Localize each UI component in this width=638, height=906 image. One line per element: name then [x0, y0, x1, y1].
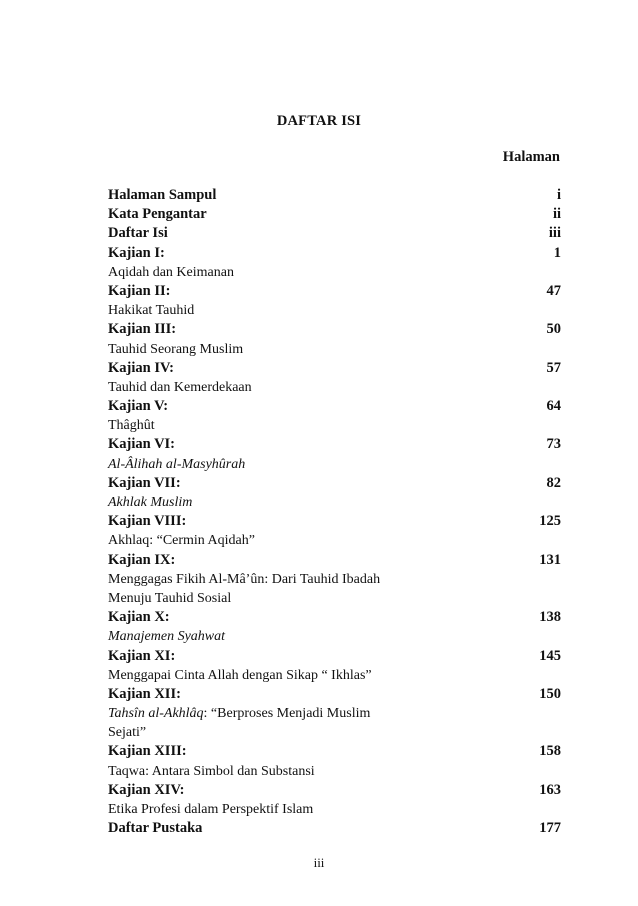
entry-subtitle: Menuju Tauhid Sosial — [108, 590, 232, 606]
entry-label: Kajian XI: — [108, 647, 176, 664]
toc-entry — [108, 474, 561, 493]
entry-subtitle — [108, 627, 561, 646]
entry-subtitle: Sejati” — [108, 725, 147, 741]
entry-page-number: ii — [552, 206, 561, 223]
entry-subtitle — [108, 704, 561, 723]
toc-entry — [108, 205, 561, 224]
entry-label: Kajian X: — [108, 609, 170, 626]
entry-page-number: 145 — [539, 647, 561, 664]
toc-entry — [108, 512, 561, 531]
entry-page-number: 158 — [539, 743, 561, 760]
page-column-header: Halaman — [502, 149, 560, 165]
entry-subtitle: Etika Profesi dalam Perspektif Islam — [108, 802, 314, 817]
entry-page-number: 57 — [546, 359, 561, 376]
entry-subtitle: Aqidah dan Keimanan — [108, 264, 234, 280]
entry-label: Daftar Pustaka — [108, 820, 203, 837]
toc-entry — [108, 781, 561, 800]
entry-label: Kajian XIV: — [108, 781, 185, 798]
entry-label: Kajian IX: — [108, 551, 176, 568]
entry-page-number: 177 — [539, 820, 561, 837]
entry-label: Kajian VI: — [108, 436, 176, 453]
entry-subtitle: Menggapai Cinta Allah dengan Sikap “ Ikhlas” — [108, 667, 372, 683]
page-title: DAFTAR ISI — [276, 113, 362, 129]
entry-label: Kajian V: — [108, 398, 169, 415]
entry-subtitle: Thâghût — [108, 418, 155, 434]
entry-subtitle: Hakikat Tauhid — [108, 303, 195, 319]
toc-entry — [108, 742, 561, 761]
entry-page-number: iii — [548, 225, 561, 242]
entry-page-number: 73 — [546, 436, 561, 453]
entry-page-number: 1 — [553, 244, 561, 261]
entry-subtitle — [108, 493, 561, 512]
toc-entry — [108, 282, 561, 301]
entry-page-number: 125 — [539, 513, 561, 530]
entry-subtitle: Tauhid dan Kemerdekaan — [108, 379, 252, 395]
entry-label: Kajian III: — [108, 321, 177, 338]
entry-page-number: 131 — [539, 551, 561, 568]
entry-page-number: 138 — [539, 609, 561, 626]
entry-page-number: 50 — [546, 321, 561, 338]
toc-entry — [108, 359, 561, 378]
toc-entry — [108, 435, 561, 454]
toc-entry — [108, 819, 561, 838]
entry-page-number: 47 — [546, 282, 561, 299]
entry-label: Kata Pengantar — [108, 206, 207, 223]
entry-label: Daftar Isi — [108, 225, 168, 242]
entry-label: Kajian I: — [108, 244, 165, 261]
toc-entry — [108, 608, 561, 627]
toc-entry — [108, 647, 561, 666]
entry-subtitle: Tauhid Seorang Muslim — [108, 341, 244, 357]
toc-entry — [108, 224, 561, 243]
entry-subtitle — [108, 455, 561, 474]
entry-page-number: 64 — [546, 398, 561, 415]
entry-label: Kajian II: — [108, 282, 171, 299]
toc-entry — [108, 551, 561, 570]
entry-page-number: 82 — [546, 474, 561, 491]
entry-page-number: 150 — [539, 685, 561, 702]
entry-label: Kajian VIII: — [108, 513, 187, 530]
entry-label: Kajian XII: — [108, 685, 181, 702]
entry-subtitle-italic: Manajemen Syahwat — [108, 629, 226, 645]
entry-subtitle-italic: Al-Âlihah al-Masyhûrah — [108, 456, 246, 472]
table-of-contents — [108, 186, 561, 838]
entry-page-number: i — [556, 187, 561, 203]
toc-entry — [108, 244, 561, 263]
toc-entry — [108, 397, 561, 416]
entry-subtitle-rest: : “Berproses Menjadi Muslim — [203, 706, 371, 722]
entry-label: Halaman Sampul — [108, 187, 217, 203]
entry-subtitle: Akhlaq: “Cermin Aqidah” — [108, 533, 255, 549]
entry-subtitle-italic: Tahsîn al-Akhlâq — [108, 706, 204, 722]
page-number-footer: iii — [313, 855, 325, 870]
entry-subtitle-italic: Akhlak Muslim — [108, 495, 193, 510]
entry-label: Kajian XIII: — [108, 743, 187, 760]
toc-entry — [108, 320, 561, 339]
entry-subtitle: Menggagas Fikih Al-Mâ’ûn: Dari Tauhid Ibadah — [108, 571, 381, 587]
toc-entry — [108, 186, 561, 205]
entry-page-number: 163 — [539, 781, 561, 798]
entry-subtitle: Taqwa: Antara Simbol dan Substansi — [108, 763, 315, 779]
entry-label: Kajian IV: — [108, 359, 174, 376]
toc-entry — [108, 685, 561, 704]
entry-label: Kajian VII: — [108, 474, 181, 491]
